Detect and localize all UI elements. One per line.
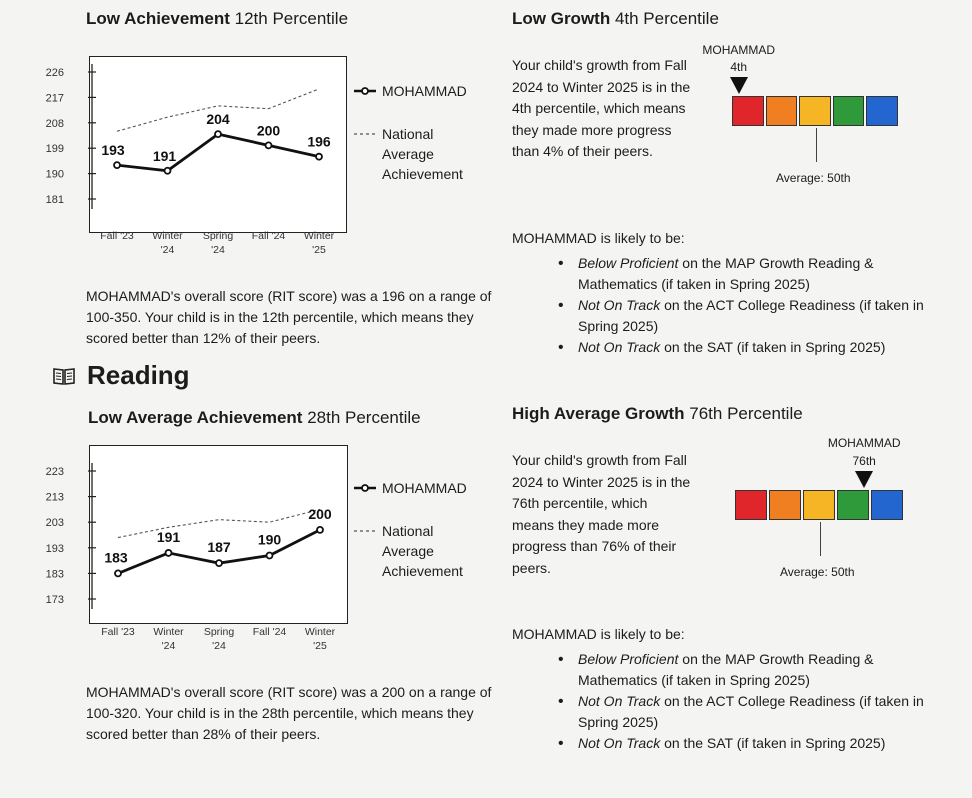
x-tick-label: '24 xyxy=(211,244,225,256)
y-tick-label: 173 xyxy=(45,594,64,606)
legend-national-label: National Average Achievement xyxy=(382,523,463,579)
likely-item: • Not On Track on the ACT College Readiness (if taken in Spring 2025) xyxy=(578,295,932,337)
score-data-label: 183 xyxy=(104,549,128,566)
y-tick-label: 226 xyxy=(45,67,64,79)
x-tick-label: Spring xyxy=(202,230,234,242)
likely-list xyxy=(512,649,932,754)
score-data-label: 196 xyxy=(307,133,331,150)
score-data-label: 200 xyxy=(308,505,332,522)
score-data-label: 200 xyxy=(256,122,281,139)
score-data-label: 204 xyxy=(206,111,230,128)
likely-title: MOHAMMAD is likely to be: xyxy=(512,230,685,246)
national-average-line xyxy=(118,509,320,537)
math-growth-text: Your child's growth from Fall 2024 to Winter 2025 is in the 4th percentile, which means they made more progress than 4% of their peers. xyxy=(512,57,691,159)
percentile-band-segment xyxy=(803,490,835,520)
math-achievement-summary: MOHAMMAD's overall score (RIT score) was a 196 on a range of 100-350. Your child is in the 12th percentile, which means they scored better than 12% of their peers. xyxy=(86,288,492,346)
student-score-point xyxy=(166,550,172,556)
y-tick-label: 217 xyxy=(45,92,64,105)
marker-student-label: MOHAMMAD xyxy=(702,43,776,57)
student-score-point xyxy=(317,527,323,533)
x-tick-label: Winter xyxy=(153,626,184,638)
x-tick-label: Winter xyxy=(304,626,336,638)
math-growth-heading: Low Growth 4th Percentile xyxy=(512,9,719,28)
score-data-label: 191 xyxy=(152,147,177,164)
reading-achievement-heading: Low Average Achievement 28th Percentile xyxy=(88,408,421,427)
x-tick-label: Fall '23 xyxy=(101,626,135,638)
percentile-band-segment xyxy=(735,490,767,520)
likely-item: • Below Proficient on the MAP Growth Reading & Mathematics (if taken in Spring 2025) xyxy=(578,253,932,295)
legend-student-label: MOHAMMAD xyxy=(382,480,467,496)
section-title-text: Reading xyxy=(87,360,190,390)
x-tick-label: Winter xyxy=(303,230,335,242)
percentile-band-segment xyxy=(871,490,903,520)
marker-student-label: MOHAMMAD xyxy=(827,436,901,450)
student-score-point xyxy=(115,570,121,576)
reading-chart-legend xyxy=(354,478,467,581)
percentile-band-segment xyxy=(769,490,801,520)
y-tick-label: 199 xyxy=(45,143,64,156)
x-tick-label: '24 xyxy=(161,640,176,652)
y-tick-label: 190 xyxy=(45,168,64,181)
x-tick-label: Fall '23 xyxy=(100,230,134,242)
y-tick-label: 183 xyxy=(45,568,64,581)
math-achievement-heading: Low Achievement 12th Percentile xyxy=(86,9,349,28)
likely-item: • Not On Track on the SAT (if taken in Spring 2025) xyxy=(578,337,932,358)
reading-likely-block xyxy=(512,624,932,754)
y-tick-label: 181 xyxy=(45,194,64,206)
likely-item: • Not On Track on the ACT College Readiness (if taken in Spring 2025) xyxy=(578,691,932,733)
y-tick-label: 208 xyxy=(45,117,64,130)
marker-percentile-label: 76th xyxy=(852,454,876,468)
legend-national-label: National Average Achievement xyxy=(382,126,463,182)
percentile-band-segment xyxy=(837,490,869,520)
x-tick-label: '24 xyxy=(160,244,175,256)
student-score-point xyxy=(267,552,273,558)
likely-item: • Below Proficient on the MAP Growth Reading & Mathematics (if taken in Spring 2025) xyxy=(578,649,932,691)
reading-percentile-band xyxy=(735,490,905,520)
y-tick-label: 213 xyxy=(45,491,64,504)
reading-growth-heading: High Average Growth 76th Percentile xyxy=(512,404,803,423)
x-tick-label: Winter xyxy=(152,230,183,242)
national-line-legend-icon xyxy=(354,521,376,541)
x-tick-label: '25 xyxy=(312,244,326,256)
score-data-label: 191 xyxy=(156,528,181,545)
x-tick-label: Fall '24 xyxy=(252,626,287,638)
score-data-label: 187 xyxy=(207,539,231,556)
marker-percentile-label: 4th xyxy=(730,60,748,74)
x-tick-label: Spring xyxy=(203,626,235,638)
math-average-label: Average: 50th xyxy=(776,171,851,185)
y-tick-label: 203 xyxy=(45,517,64,530)
score-data-label: 190 xyxy=(257,531,282,548)
y-tick-label: 223 xyxy=(45,466,64,478)
legend-student-label: MOHAMMAD xyxy=(382,83,467,99)
y-tick-label: 193 xyxy=(45,542,64,555)
likely-title: MOHAMMAD is likely to be: xyxy=(512,626,685,642)
x-tick-label: '24 xyxy=(212,640,226,652)
reading-average-tick xyxy=(820,522,821,556)
score-data-label: 193 xyxy=(101,142,125,159)
student-line-legend-icon xyxy=(354,478,376,498)
reading-average-label: Average: 50th xyxy=(780,565,855,579)
reading-achievement-summary: MOHAMMAD's overall score (RIT score) was a 200 on a range of 100-320. Your child is in the 28th percentile, which means they scored better than 28% of their peers. xyxy=(86,684,492,742)
down-triangle-icon xyxy=(855,471,873,489)
x-tick-label: Fall '24 xyxy=(251,230,286,242)
x-tick-label: '25 xyxy=(313,640,327,652)
reading-growth-text: Your child's growth from Fall 2024 to Winter 2025 is in the 76th percentile, which means they made more progress than 76% of their peers. xyxy=(512,452,691,576)
student-score-point xyxy=(216,560,222,566)
likely-item: • Not On Track on the SAT (if taken in Spring 2025) xyxy=(578,733,932,754)
